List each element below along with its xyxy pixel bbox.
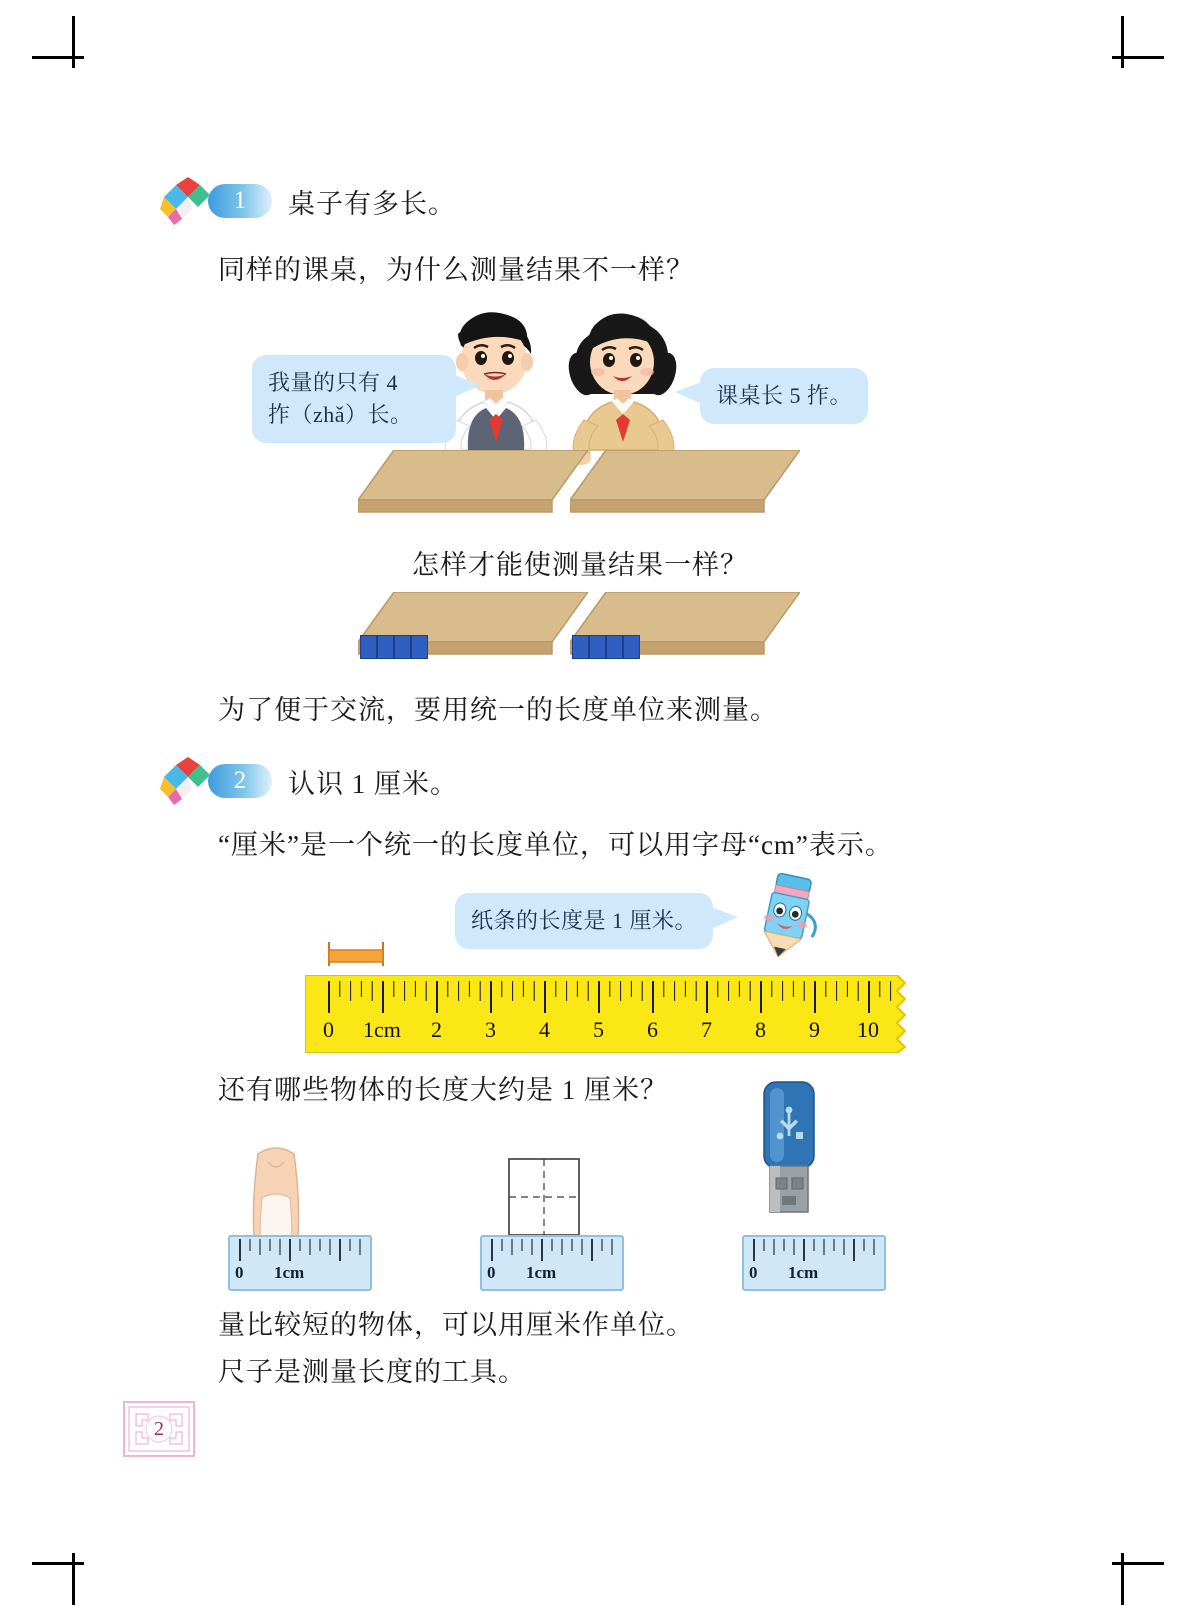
section-2-statement: “厘米”是一个统一的长度单位，可以用字母“cm”表示。 — [218, 830, 893, 860]
ruler-label-10: 10 — [857, 1017, 879, 1042]
section-1-conclusion: 为了便于交流，要用统一的长度单位来测量。 — [218, 695, 778, 725]
section-1-header — [158, 175, 456, 227]
speech-bubble-boy-tail — [454, 373, 482, 399]
speech-bubble-boy — [252, 355, 456, 443]
desk-left-top — [358, 450, 588, 527]
ruler-label-5: 5 — [593, 1017, 604, 1042]
ruler-label-6: 6 — [647, 1017, 658, 1042]
ruler-label-2: 2 — [431, 1017, 442, 1042]
ruler-label-3: 3 — [485, 1017, 496, 1042]
section-1-question-1: 同样的课桌，为什么测量结果不一样？ — [218, 255, 694, 285]
small-ruler-3 — [742, 1235, 886, 1291]
speech-bubble-pencil: 纸条的长度是 1 厘米。 — [455, 893, 713, 949]
tangram-icon — [158, 175, 212, 227]
small-ruler-1-zero: 0 — [235, 1263, 244, 1282]
section-2-question: 还有哪些物体的长度大约是 1 厘米？ — [218, 1075, 668, 1105]
small-ruler-3-zero: 0 — [749, 1263, 758, 1282]
page-number-text: 2 — [154, 1417, 164, 1440]
ruler-0-10cm — [305, 975, 915, 1053]
section-1-question-2: 怎样才能使测量结果一样？ — [412, 550, 748, 580]
usb-drive-illustration — [750, 1078, 828, 1253]
tangram-icon — [158, 755, 212, 807]
crop-mark-bottom-left — [32, 1553, 84, 1605]
small-ruler-1 — [228, 1235, 372, 1291]
ruler-label-9: 9 — [809, 1017, 820, 1042]
speech-bubble-boy-line-2: 拃（zhǎ）长。 — [268, 401, 413, 427]
speech-bubble-girl-tail — [674, 380, 702, 406]
measuring-cubes-right — [572, 635, 640, 659]
pencil-mascot — [748, 870, 830, 965]
section-2-header — [158, 755, 458, 807]
page-number — [122, 1400, 196, 1458]
speech-bubble-girl: 课桌长 5 拃。 — [700, 368, 868, 424]
ruler-label-1cm: 1cm — [363, 1017, 401, 1042]
small-ruler-2-zero: 0 — [487, 1263, 496, 1282]
section-2-conclusion-1: 量比较短的物体，可以用厘米作单位。 — [218, 1310, 694, 1340]
ruler-label-7: 7 — [701, 1017, 712, 1042]
small-ruler-1-unit: 1cm — [274, 1263, 305, 1282]
speech-bubble-pencil-tail — [711, 905, 739, 931]
crop-mark-bottom-right — [1112, 1553, 1164, 1605]
section-number-badge: 2 — [208, 764, 272, 798]
ruler-label-0: 0 — [323, 1017, 334, 1042]
section-2-conclusion-2: 尺子是测量长度的工具。 — [218, 1357, 526, 1387]
small-ruler-3-unit: 1cm — [788, 1263, 819, 1282]
measuring-cubes-left — [360, 635, 428, 659]
small-ruler-2 — [480, 1235, 624, 1291]
small-ruler-2-unit: 1cm — [526, 1263, 557, 1282]
ruler-label-4: 4 — [539, 1017, 550, 1042]
paper-strip-1cm — [325, 940, 389, 975]
crop-mark-top-left — [32, 16, 84, 68]
speech-bubble-boy-line-1: 我量的只有 4 — [268, 370, 399, 395]
section-1-title: 桌子有多长。 — [288, 188, 456, 219]
ruler-label-8: 8 — [755, 1017, 766, 1042]
desk-right-top — [570, 450, 800, 527]
crop-mark-top-right — [1112, 16, 1164, 68]
section-number-badge: 1 — [208, 184, 272, 218]
section-2-title: 认识 1 厘米。 — [288, 768, 458, 799]
girl-figure — [564, 314, 681, 466]
